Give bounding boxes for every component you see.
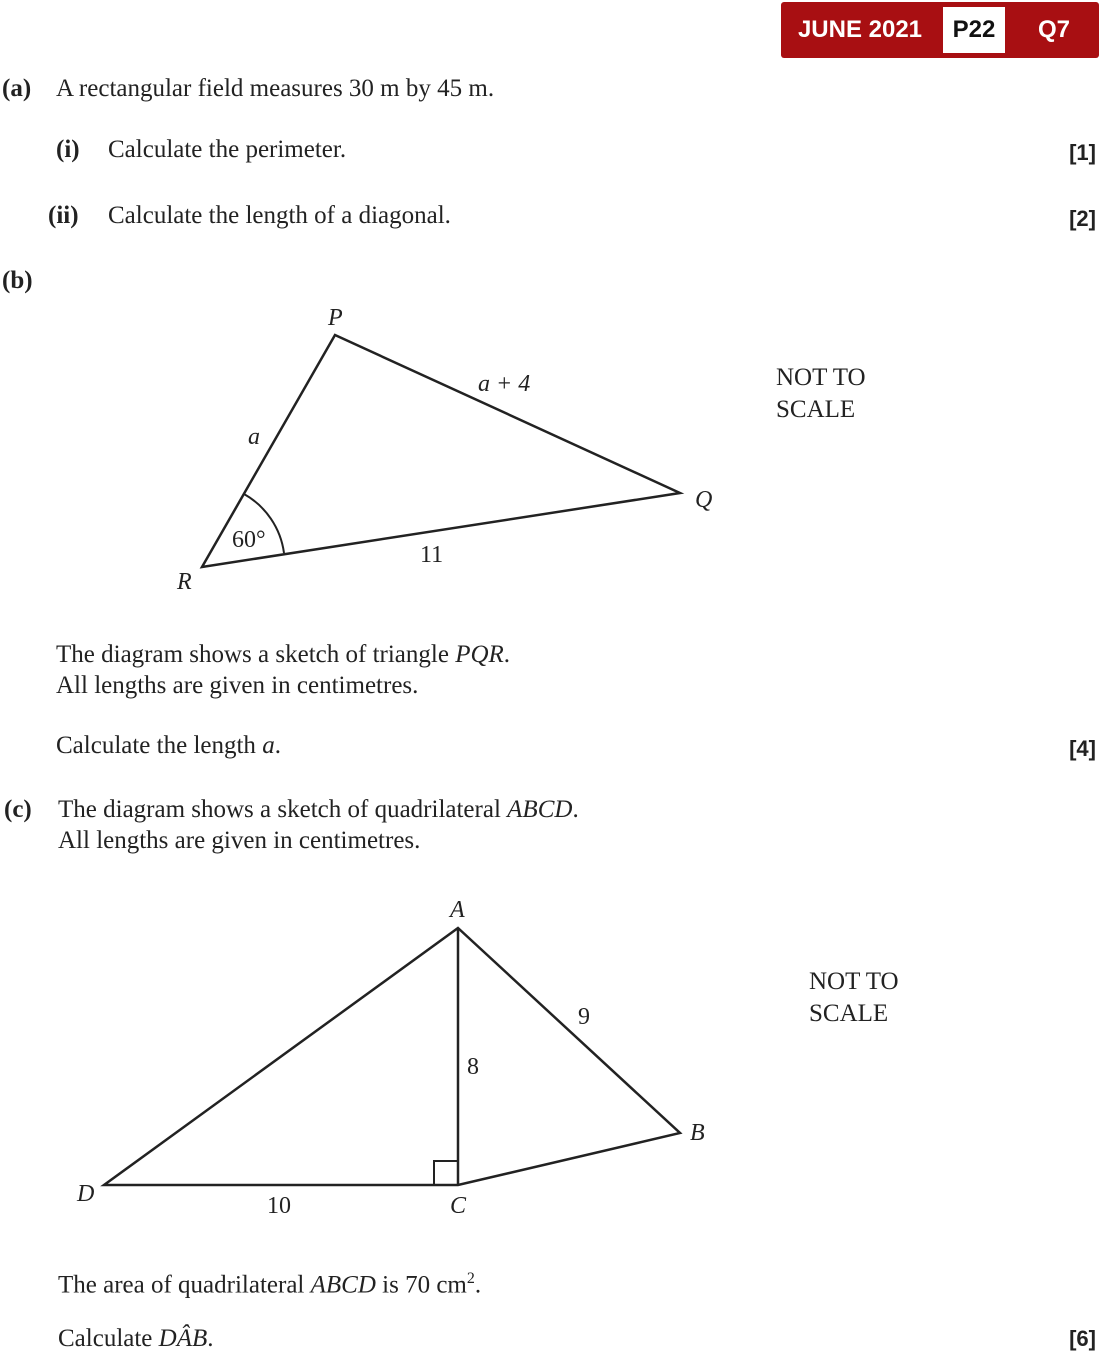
part-c-line2: All lengths are given in centimetres. [58,827,421,854]
part-c-line1-var: ABCD [507,796,573,823]
side-pr-label: a [248,424,260,450]
vertex-p-label: P [328,305,343,331]
part-c-question-text: Calculate [58,1325,159,1352]
part-c-line1-end: . [572,796,579,823]
area-var: ABCD [310,1271,376,1299]
side-pq-label: a + 4 [478,371,531,397]
part-b-question-end: . [274,732,281,759]
vertex-d-label: D [77,1181,95,1207]
part-c-area-statement [58,1264,481,1300]
part-c-question-end: . [207,1325,214,1352]
vertex-r-label: R [177,569,192,595]
part-b-label: (b) [2,267,33,294]
badge-session: JUNE 2021 [797,16,923,43]
part-b-line1-text: The diagram shows a sketch of triangle [56,641,456,668]
part-c-question [58,1324,214,1354]
not-to-scale-note-c [809,966,949,1030]
part-c-question-var: DÂB [158,1325,208,1352]
part-a-ii-label: (ii) [48,202,79,229]
part-a-i-marks: [1] [1069,140,1096,165]
part-c-marks: [6] [1069,1326,1096,1351]
area-text: The area of quadrilateral [58,1271,311,1299]
part-b-question [56,731,281,761]
badge-question: Q7 [1037,16,1070,43]
part-c-line1 [58,795,579,825]
vertex-b-label: B [690,1120,705,1146]
angle-r-label: 60° [232,527,266,553]
part-a-i-label: (i) [56,136,80,163]
part-b-line2: All lengths are given in centimetres. [56,672,419,699]
side-dc-label: 10 [267,1193,291,1219]
note-c-line1: NOT TO [809,968,899,995]
part-c-label: (c) [4,796,32,823]
part-b-line1-end: . [503,641,511,668]
part-c-line1-text: The diagram shows a sketch of quadrilateral [58,796,508,823]
part-b-line1 [56,640,510,670]
part-b-question-text: Calculate the length [56,732,263,759]
quadrilateral-abcd-outline [104,928,680,1185]
badge-paper: P22 [943,7,1005,53]
note-c-line2: SCALE [809,1000,889,1027]
side-ac-label: 8 [467,1054,479,1080]
part-a-i-text: Calculate the perimeter. [108,136,347,163]
vertex-a-label: A [450,897,465,923]
part-b-marks: [4] [1069,736,1096,761]
part-b-line1-var: PQR [455,641,504,668]
area-unit-exponent: 2 [466,1270,475,1287]
part-a-ii-text: Calculate the length of a diagonal. [108,202,451,229]
side-rq-label: 11 [420,542,444,568]
vertex-q-label: Q [695,487,713,513]
note-b-line1: NOT TO [776,364,866,391]
vertex-c-label: C [450,1193,467,1219]
side-ab-label: 9 [578,1004,590,1030]
area-value: is 70 cm [375,1271,467,1299]
note-b-line2: SCALE [776,396,856,423]
right-angle-mark [434,1161,458,1185]
part-b-question-var: a [262,732,275,759]
triangle-pqr-outline [202,335,680,567]
part-a-ii-marks: [2] [1069,206,1096,231]
part-a-text: A rectangular field measures 30 m by 45 m. [56,75,495,102]
part-a-label: (a) [2,75,32,102]
not-to-scale-note-b [776,362,916,426]
area-end: . [474,1271,482,1299]
